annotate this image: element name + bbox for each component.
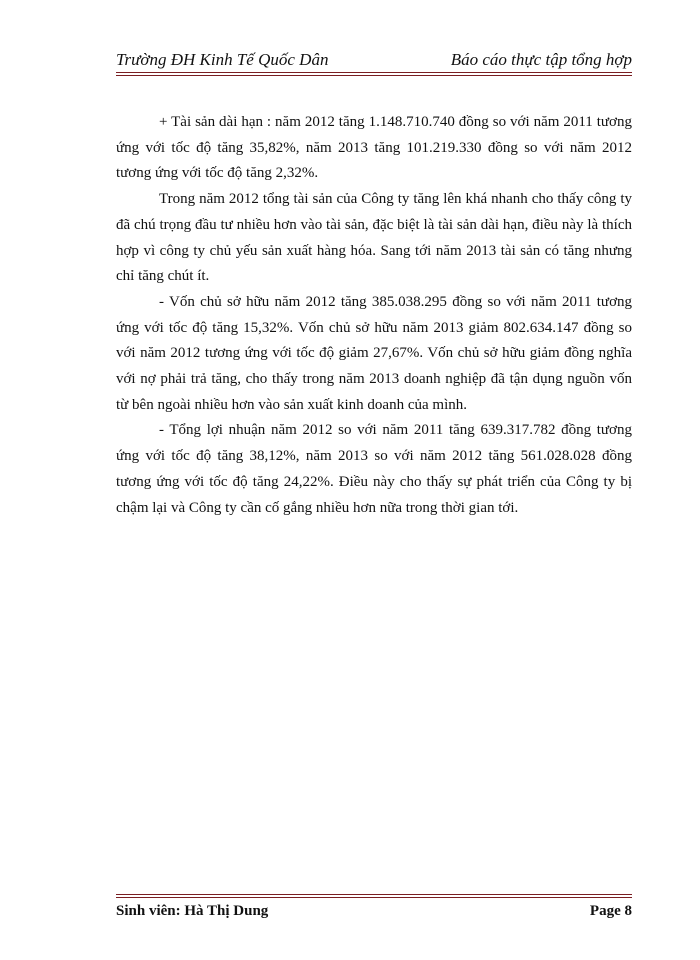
header-divider-bottom	[116, 75, 632, 76]
paragraph-owner-equity: - Vốn chủ sở hữu năm 2012 tăng 385.038.295 đồng so với năm 2011 tương ứng với tốc độ tăng 15,32%. Vốn chủ sở hữu năm 2013 giảm 802.634.147 đồng so với năm 2012 tương ứng với tốc độ giảm 27,67%. Vốn chủ sở hữu giảm đồng nghĩa với nợ phải trả tăng, cho thấy trong năm 2013 doanh nghiệp đã tận dụng nguồn vốn từ bên ngoài nhiều hơn vào sản xuất kinh doanh của mình.	[116, 293, 632, 413]
page-header	[116, 46, 632, 70]
paragraph-total-profit: - Tổng lợi nhuận năm 2012 so với năm 2011 tăng 639.317.782 đồng tương ứng với tốc độ tăng 38,12%, năm 2013 so với năm 2012 tăng 561.028.028 đồng tương ứng với tốc độ tăng 24,22%. Điều này cho thấy sự phát triển của Công ty bị chậm lại và Công ty cần cố gắng nhiều hơn nữa trong thời gian tới.	[116, 422, 632, 516]
paragraph-total-assets: Trong năm 2012 tổng tài sản của Công ty tăng lên khá nhanh cho thấy công ty đã chú trọng đầu tư nhiều hơn vào tài sản, đặc biệt là tài sản dài hạn, điều này là thích hợp vì công ty chủ yếu sản xuất hàng hóa. Sang tới năm 2013 tài sản có tăng nhưng chỉ tăng chút ít.	[116, 191, 632, 285]
page-number: Page 8	[589, 902, 632, 919]
footer-student-name: Sinh viên: Hà Thị Dung	[116, 902, 269, 919]
header-school-name: Trường ĐH Kinh Tế Quốc Dân	[116, 50, 329, 69]
page-footer	[116, 900, 632, 922]
header-report-title: Báo cáo thực tập tổng hợp	[450, 50, 632, 69]
paragraph-long-term-assets: + Tài sản dài hạn : năm 2012 tăng 1.148.710.740 đồng so với năm 2011 tương ứng với tốc độ tăng 35,82%, năm 2013 tăng 101.219.330 đồng so với năm 2012 tương ứng với tốc độ tăng 2,32%.	[116, 114, 632, 182]
document-body	[116, 110, 632, 521]
header-divider-top	[116, 72, 632, 73]
footer-divider-bottom	[116, 897, 632, 898]
footer-divider-top	[116, 894, 632, 895]
